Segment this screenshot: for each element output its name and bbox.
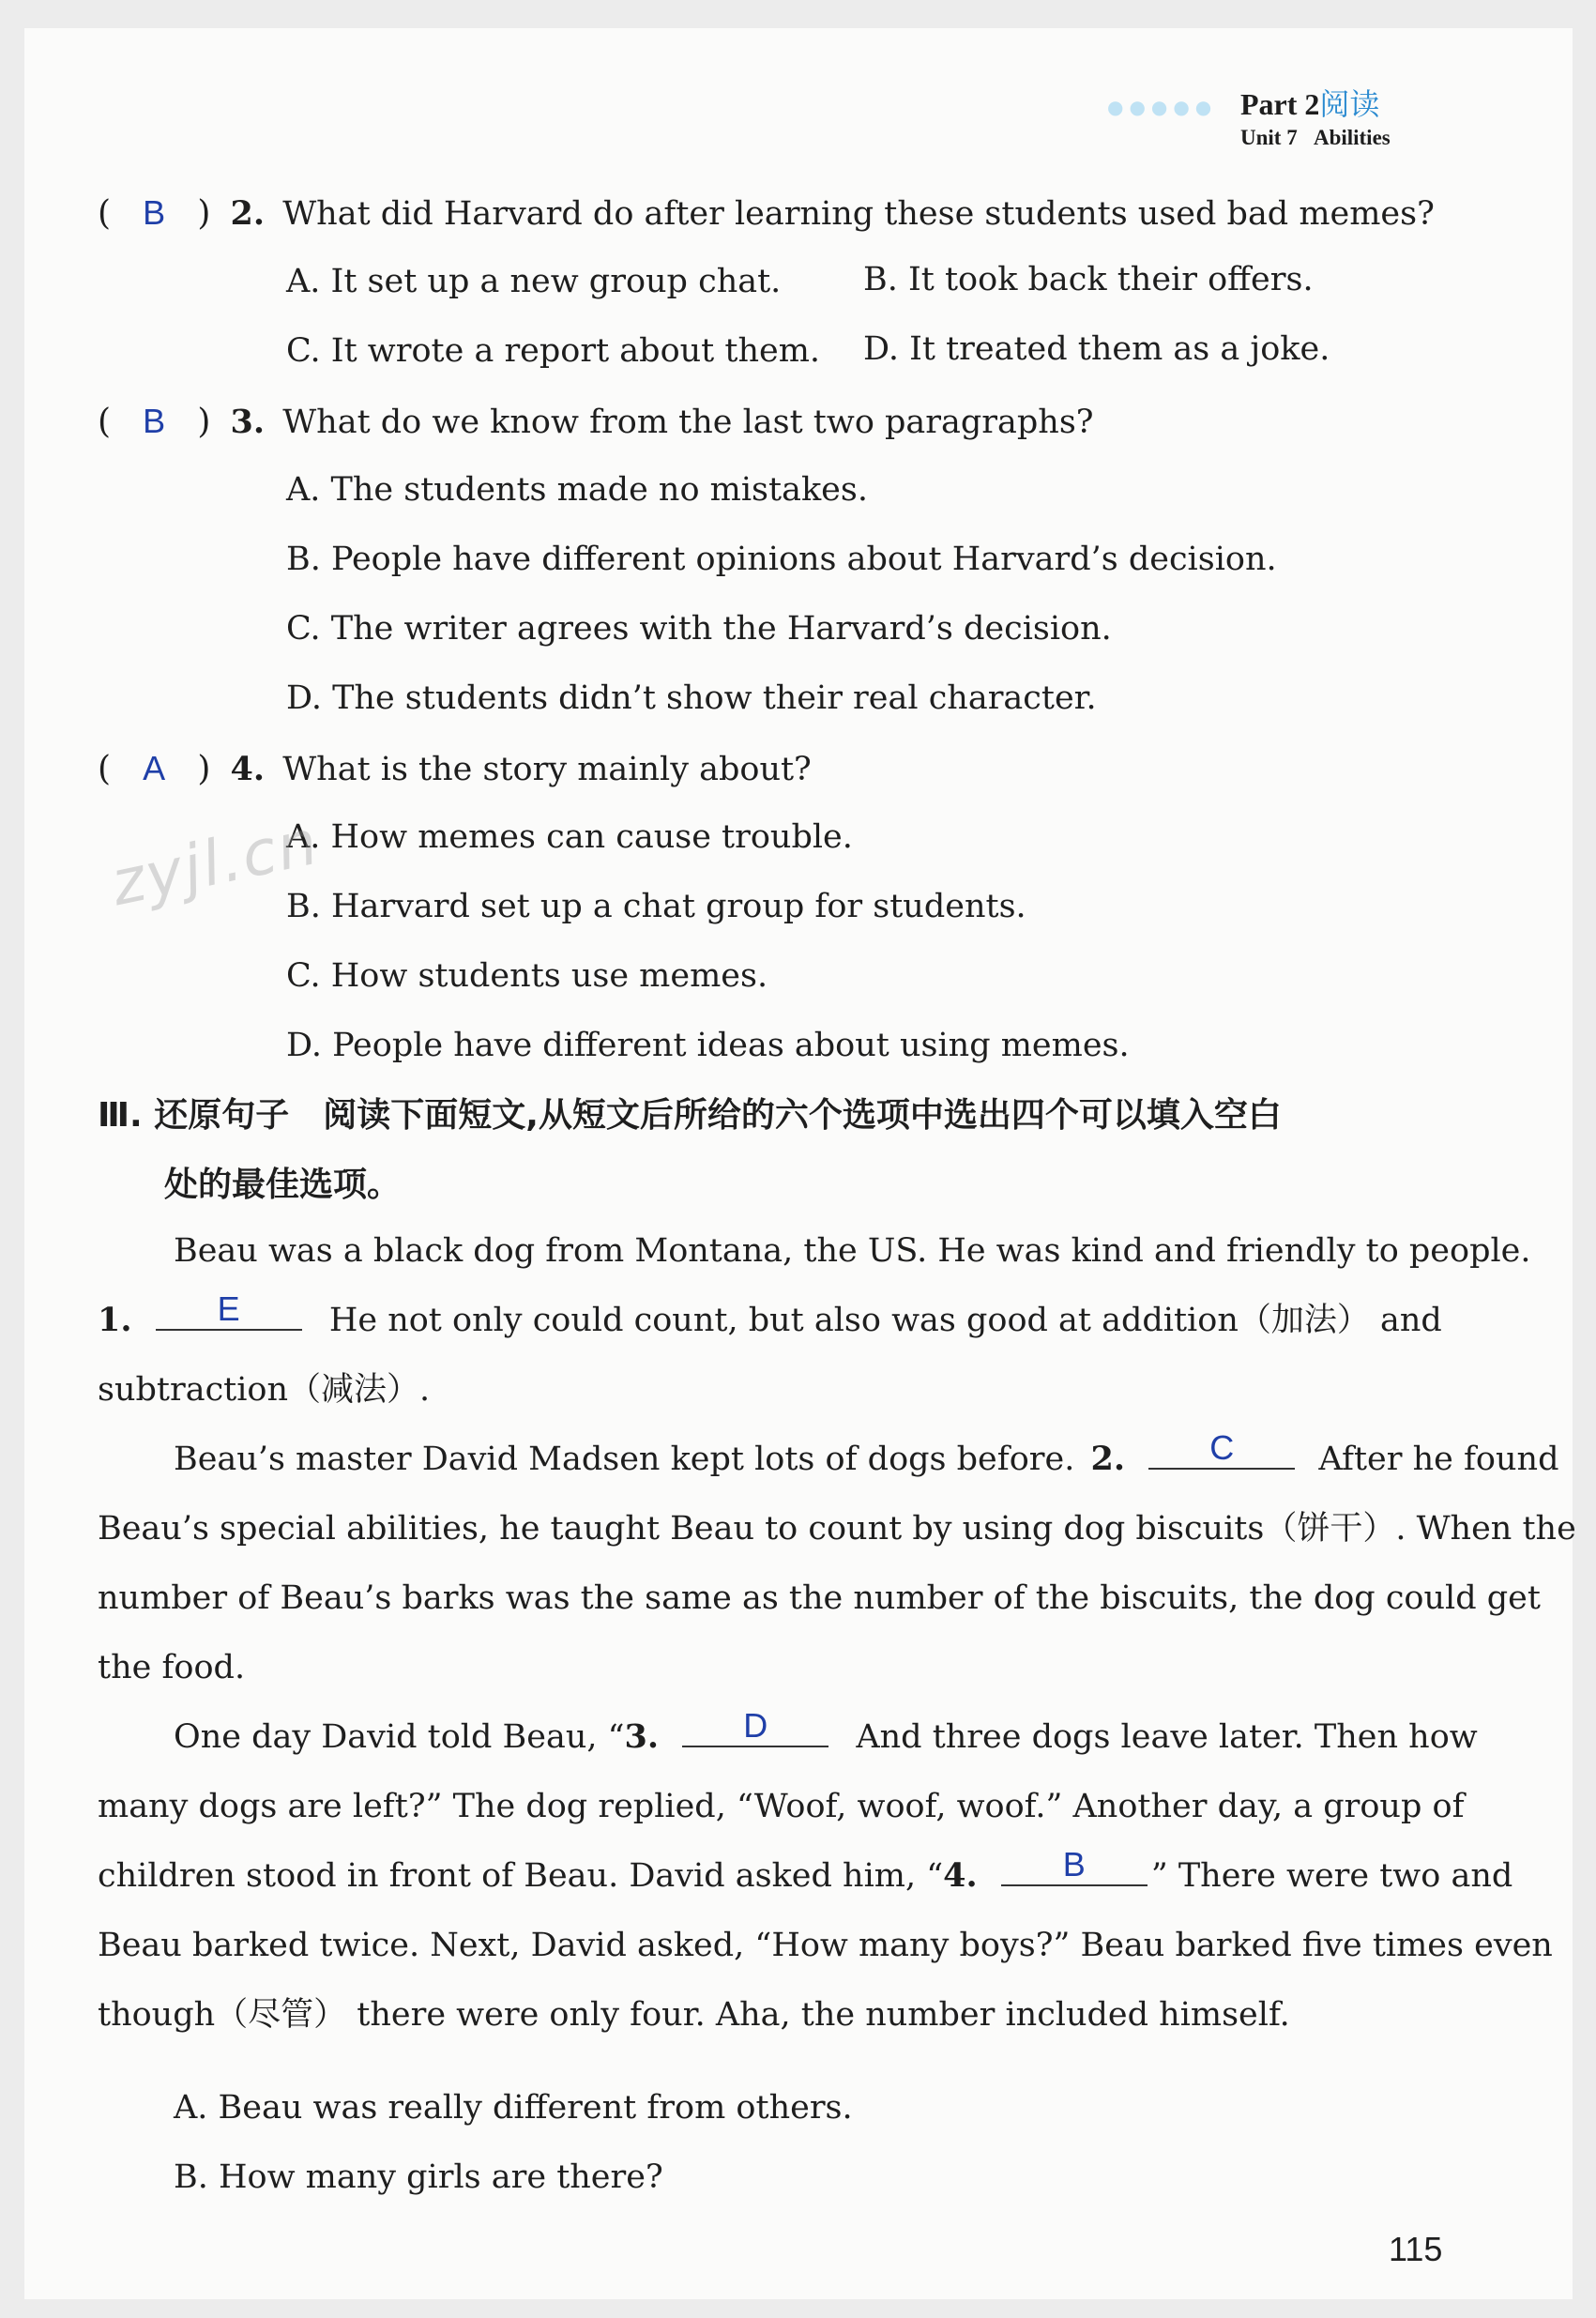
question-4: ( A ) 4. What is the story mainly about? [98, 749, 812, 788]
passage-p3-line4: Beau barked twice. Next, David asked, “How many boys?” Beau barked five times even [98, 1927, 1553, 1964]
question-4-option-d: D. People have different ideas about using memes. [286, 1027, 1130, 1064]
blank-3-number: 3. [624, 1717, 660, 1756]
blank-4-answer: B [1062, 1845, 1086, 1883]
blank-1-answer: E [217, 1289, 240, 1328]
blank-4 [1001, 1845, 1148, 1886]
passage-p3-line3-after: ” There were two and [1150, 1857, 1513, 1895]
header-topic: Abilities [1313, 126, 1391, 149]
question-4-number: 4. [230, 750, 266, 788]
header-part-cn: 阅读 [1319, 86, 1380, 122]
question-3-option-c: C. The writer agrees with the Harvard’s decision. [286, 610, 1112, 648]
passage-p2-line1 [174, 1425, 1558, 1494]
question-4-option-b: B. Harvard set up a chat group for students. [286, 888, 1026, 925]
question-4-text: What is the story mainly about? [282, 751, 812, 788]
question-2-answer: B [143, 193, 166, 232]
header-part-en: Part 2 [1240, 87, 1320, 121]
passage-p3-line3 [98, 1841, 1512, 1911]
blank-2-number: 2. [1090, 1440, 1126, 1478]
header-decoration: ●●●●● [1107, 96, 1218, 118]
blank-4-number: 4. [943, 1856, 978, 1895]
section-3-title-line2: 处的最佳选项。 [164, 1166, 402, 1204]
passage-option-a: A. Beau was really different from others. [174, 2089, 853, 2127]
passage-p2-line2: Beau’s special abilities, he taught Beau to count by using dog biscuits（饼干）. When the [98, 1510, 1576, 1548]
blank-1-number: 1. [98, 1301, 132, 1339]
question-2-option-d: D. It treated them as a joke. [863, 330, 1330, 368]
page-number: 115 [1389, 2230, 1443, 2268]
question-2-option-b: B. It took back their offers. [863, 261, 1314, 298]
passage-p2-line3: number of Beau’s barks was the same as the number of the biscuits, the dog could get [98, 1579, 1541, 1617]
question-2: ( B ) 2. What did Harvard do after learning these students used bad memes? [98, 193, 1435, 233]
passage-p3-line2: many dogs are left?” The dog replied, “Woof, woof, woof.” Another day, a group of [98, 1788, 1465, 1825]
section-3-title-line1: Ⅲ. 还原句子 阅读下面短文,从短文后所给的六个选项中选出四个可以填入空白 [98, 1096, 1282, 1135]
passage-p3-line3-text: children stood in front of Beau. David asked him, “ [98, 1857, 944, 1895]
question-3: ( B ) 3. What do we know from the last two paragraphs? [98, 402, 1094, 441]
question-3-option-a: A. The students made no mistakes. [286, 471, 868, 509]
question-3-option-d: D. The students didn’t show their real character. [286, 679, 1097, 717]
question-3-number: 3. [230, 403, 266, 441]
header-unit-line [1240, 126, 1391, 150]
passage-p2-line1-after: After he found [1318, 1441, 1559, 1478]
passage-p2-line1-text: Beau’s master David Madsen kept lots of dogs before. [174, 1441, 1075, 1478]
question-2-number: 2. [230, 194, 266, 233]
question-3-option-b: B. People have different opinions about Harvard’s decision. [286, 541, 1277, 578]
passage-p1-line2-text: He not only could count, but also was good at addition（加法） and [328, 1302, 1442, 1339]
passage-p3-line1 [174, 1702, 1478, 1772]
question-4-answer: A [143, 749, 166, 787]
passage-p2-line4: the food. [98, 1649, 246, 1686]
passage-p1-line2 [98, 1286, 1442, 1355]
question-3-answer: B [143, 402, 166, 440]
passage-option-b: B. How many girls are there? [174, 2158, 663, 2196]
blank-1 [156, 1289, 302, 1331]
question-2-option-c: C. It wrote a report about them. [286, 332, 821, 370]
watermark: zyjl.cn [105, 805, 326, 921]
passage-p3-line1-text: One day David told Beau, “ [174, 1718, 625, 1756]
question-4-option-a: A. How memes can cause trouble. [286, 818, 853, 856]
question-4-option-c: C. How students use memes. [286, 957, 768, 995]
header-unit: Unit 7 [1240, 126, 1298, 149]
blank-3-answer: D [743, 1706, 768, 1745]
header-part [1240, 81, 1379, 124]
passage-p1-line3: subtraction（减法）. [98, 1371, 431, 1409]
blank-2 [1148, 1428, 1295, 1470]
blank-2-answer: C [1209, 1428, 1235, 1467]
passage-p3-line5: though（尽管） there were only four. Aha, the number included himself. [98, 1996, 1290, 2034]
passage-p3-line1-after: And three dogs leave later. Then how [856, 1718, 1478, 1756]
passage-p1-line1: Beau was a black dog from Montana, the US. He was kind and friendly to people. [174, 1232, 1531, 1270]
question-2-text: What did Harvard do after learning these students used bad memes? [282, 195, 1435, 233]
question-3-text: What do we know from the last two paragraphs? [282, 404, 1094, 441]
question-2-option-a: A. It set up a new group chat. [286, 263, 782, 300]
blank-3 [682, 1706, 828, 1747]
